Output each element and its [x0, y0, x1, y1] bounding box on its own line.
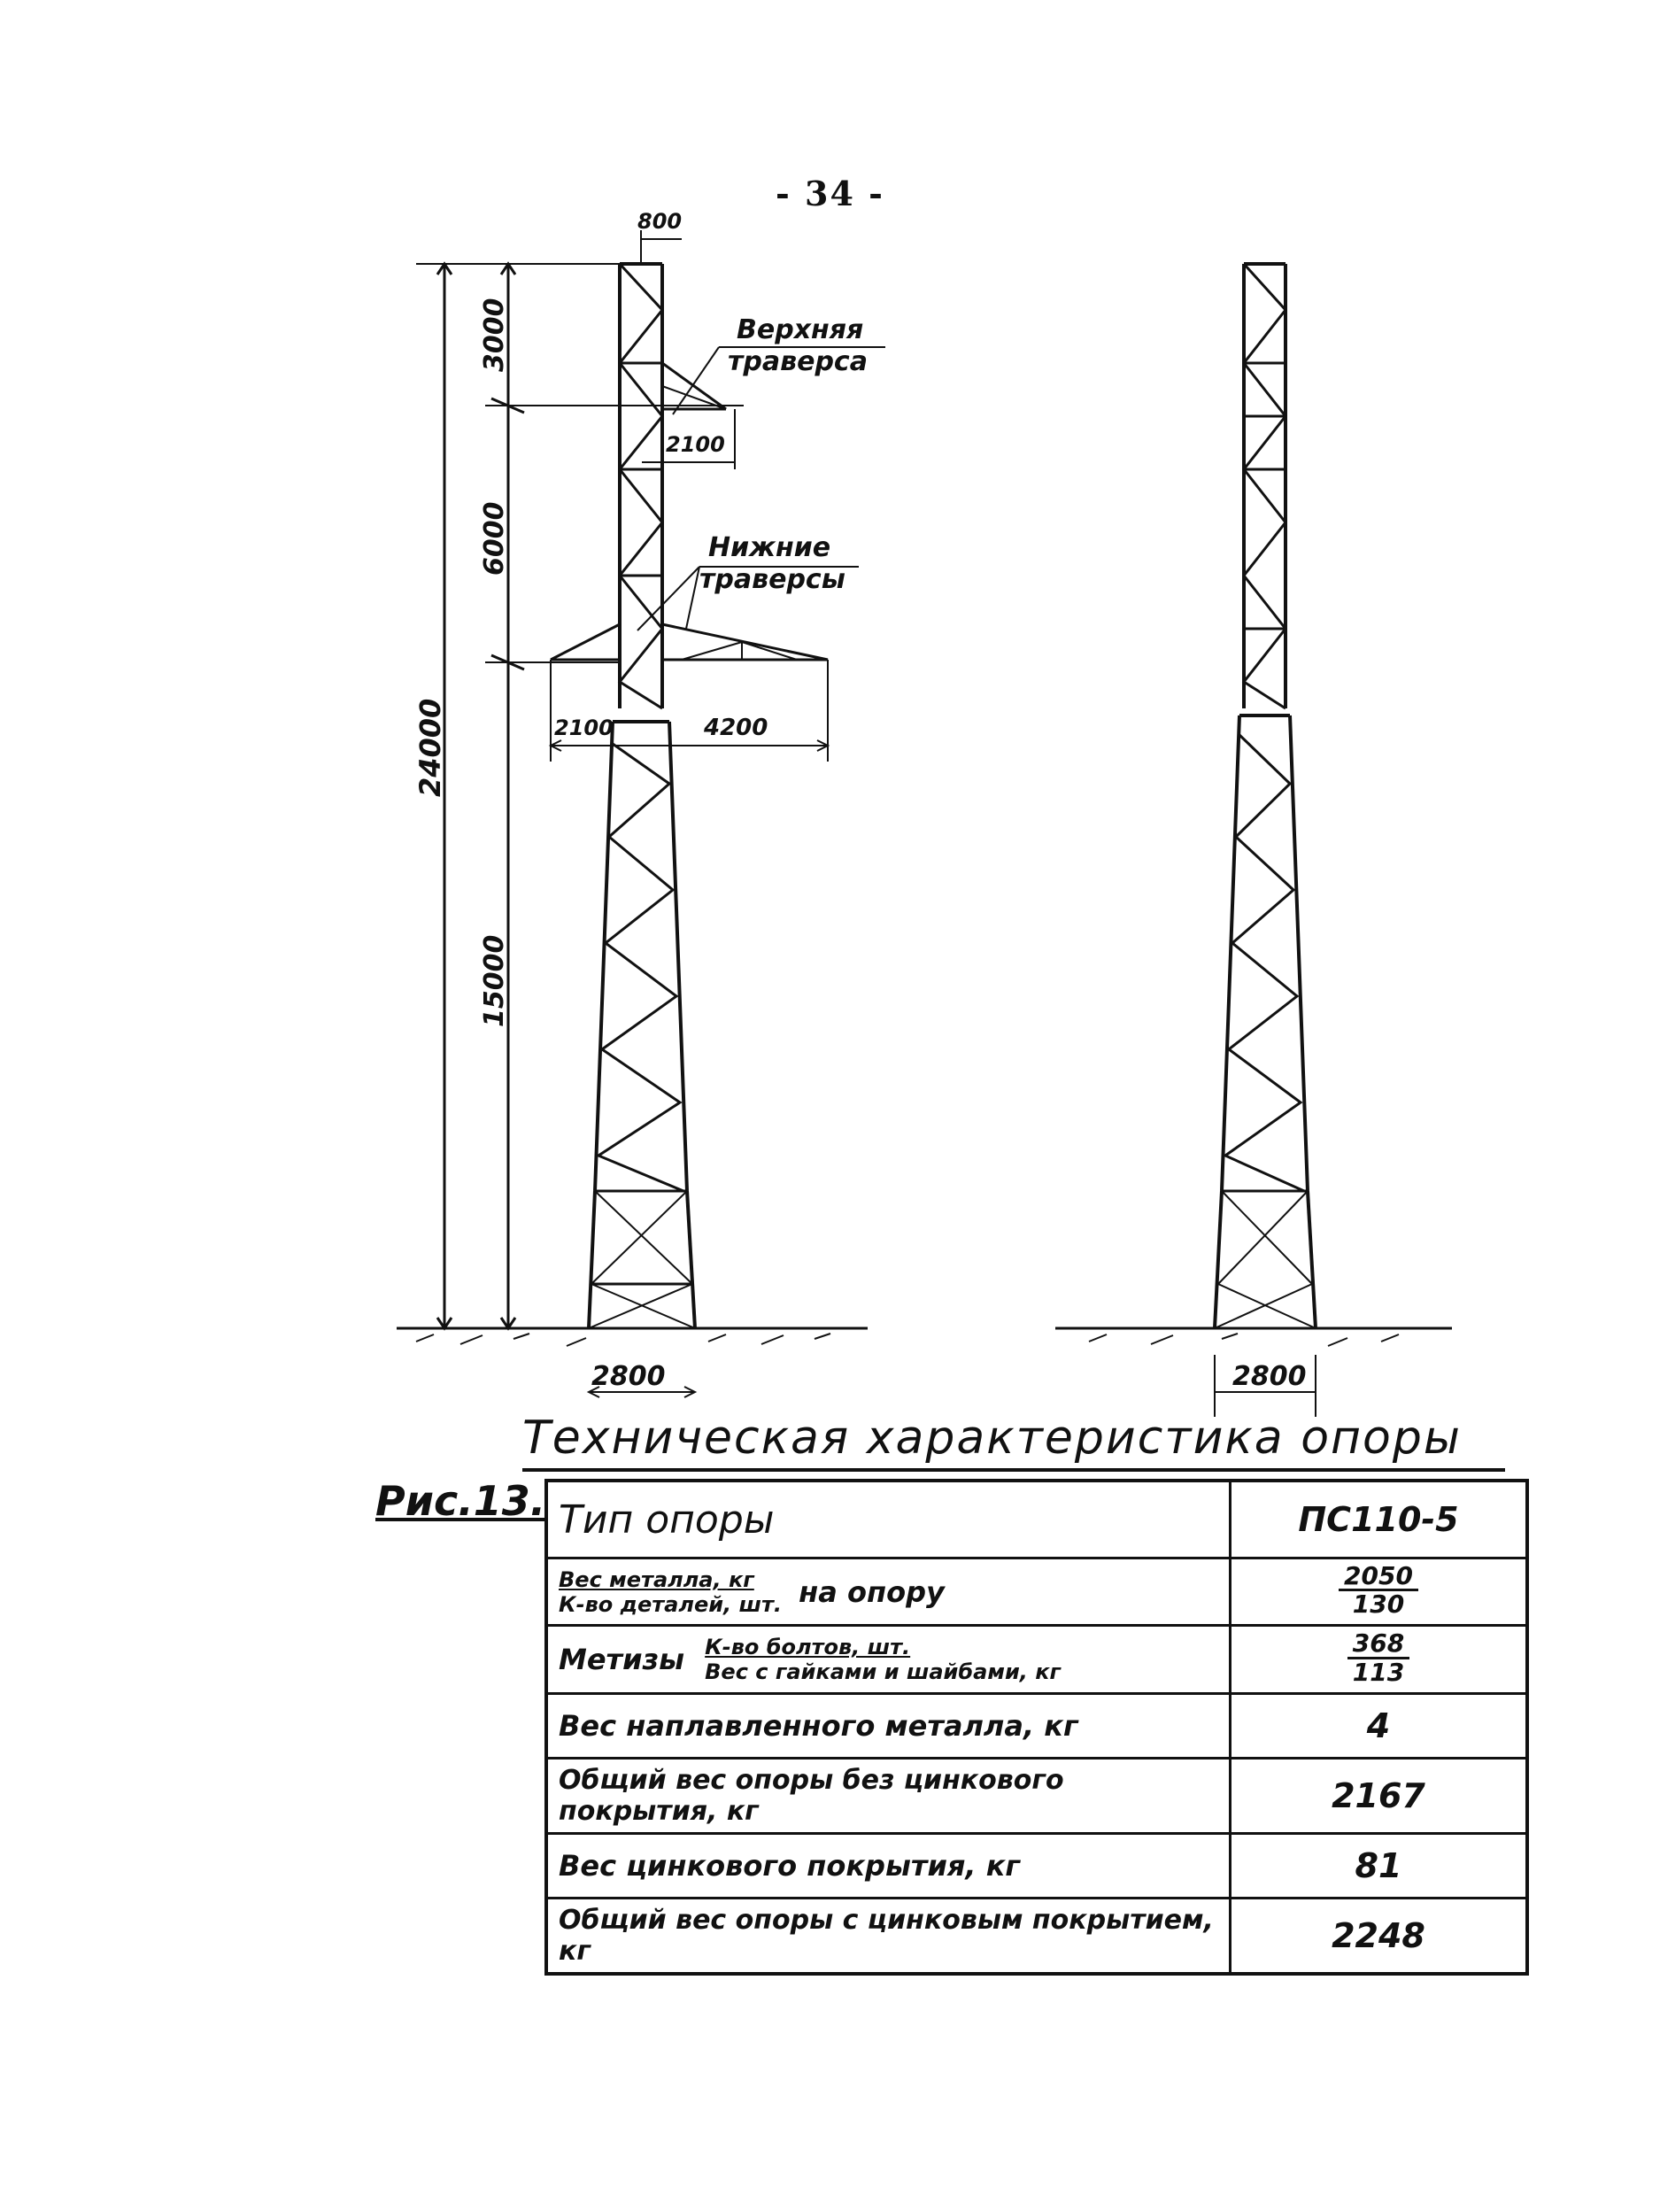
dim-base-front-text: 2800: [591, 1361, 666, 1392]
table-row: [546, 1833, 1527, 1898]
metal-weight-value: 2050: [1339, 1563, 1418, 1591]
lower-crossarms-label-2: траверсы: [699, 564, 845, 595]
hardware-bolts-value: 368: [1347, 1630, 1409, 1659]
ground-front: [397, 1328, 868, 1346]
page-number: - 34 -: [776, 174, 884, 213]
upper-column: [620, 264, 662, 708]
metal-per-support: на опору: [799, 1574, 945, 1609]
table-row-metal: [546, 1558, 1527, 1626]
hardware-label: Метизы: [559, 1643, 685, 1677]
metal-label-cell: [546, 1558, 1231, 1626]
hardware-fraction: [1347, 1630, 1409, 1685]
row-label: Общий вес опоры с цинковым покрытием, кг: [546, 1898, 1231, 1974]
spec-table: [544, 1479, 1529, 1976]
table-title: Техническая характеристика опоры: [522, 1412, 1505, 1472]
dim-verticals: [416, 264, 744, 1328]
upper-crossarm: [662, 363, 726, 409]
tower-front-view: [397, 230, 885, 1397]
hardware-weight-label: Вес с гайками и шайбами, кг: [705, 1659, 1062, 1685]
hardware-bolts-label: К-во болтов, шт.: [705, 1635, 911, 1660]
table-row-header: [546, 1481, 1527, 1558]
metal-fraction: [1339, 1563, 1418, 1618]
hardware-value-cell: [1231, 1626, 1528, 1693]
metal-value-cell: [1231, 1558, 1528, 1626]
dim-top-width: [641, 230, 682, 262]
lower-crossarms: [551, 624, 828, 660]
lower-section: [589, 722, 695, 1328]
dim-upper-segment-text: 3000: [479, 298, 510, 372]
table-row: [546, 1693, 1527, 1758]
table-row-hardware: [546, 1626, 1527, 1693]
table-row: [546, 1898, 1527, 1974]
row-label: Вес наплавленного металла, кг: [546, 1693, 1231, 1758]
dim-base-side-text: 2800: [1232, 1361, 1307, 1392]
dim-lower-segment-text: 15000: [479, 934, 510, 1027]
metal-parts-value: 130: [1352, 1589, 1405, 1620]
lower-crossarms-label-1: Нижние: [708, 532, 831, 563]
dim-middle-segment-text: 6000: [479, 501, 510, 576]
tower-side-view: [1055, 264, 1452, 1417]
row-label: Вес цинкового покрытия, кг: [546, 1833, 1231, 1898]
hardware-label-cell: [546, 1626, 1231, 1693]
metal-weight-label: Вес металла, кг: [559, 1566, 754, 1592]
row-value: 4: [1231, 1693, 1528, 1758]
row-label: Общий вес опоры без цинкового покрытия, кг: [546, 1758, 1231, 1833]
row-value: 2248: [1231, 1898, 1528, 1974]
row-value: 2167: [1231, 1758, 1528, 1833]
header-label: Тип опоры: [546, 1481, 1231, 1558]
upper-crossarm-label-1: Верхняя: [737, 314, 864, 345]
table-row: [546, 1758, 1527, 1833]
upper-crossarm-label-2: траверса: [728, 346, 868, 377]
dim-lower-arms: [551, 660, 828, 762]
dim-total-height-text: 24000: [413, 698, 447, 797]
dim-lower-arm-right-text: 4200: [704, 715, 768, 741]
dim-top-width-text: 800: [637, 209, 683, 234]
header-value: ПС110-5: [1231, 1481, 1528, 1558]
dim-lower-arm-left-text: 2100: [554, 715, 614, 740]
dim-upper-arm-text: 2100: [666, 432, 725, 457]
row-value: 81: [1231, 1833, 1528, 1898]
hardware-weight-value: 113: [1352, 1657, 1405, 1687]
hardware-sublabels: [705, 1635, 1061, 1684]
metal-parts-label: К-во деталей, шт.: [559, 1591, 783, 1617]
figure-label: Рис.13.: [375, 1477, 546, 1525]
metal-sublabels: [559, 1567, 782, 1617]
